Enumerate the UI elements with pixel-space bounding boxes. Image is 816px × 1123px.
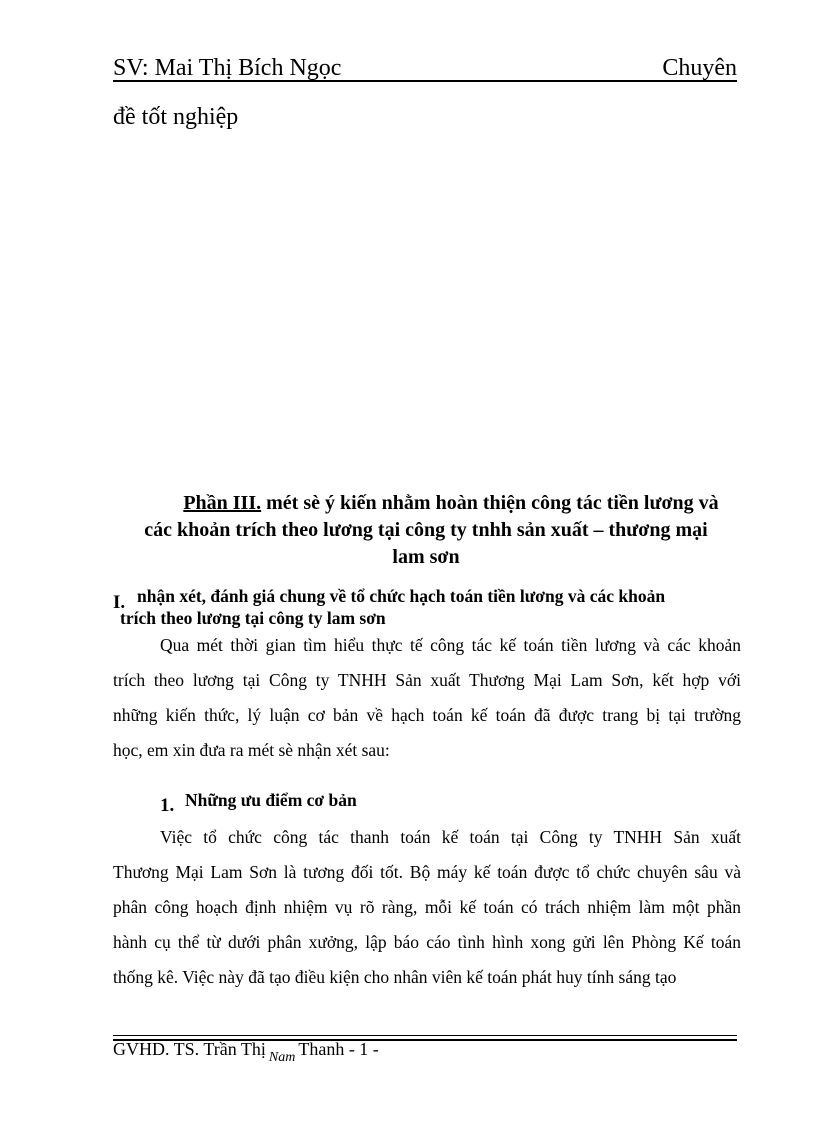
paragraph-line: hành cụ thể từ dưới phân xưởng, lập báo cáo tình hình xong gửi lên Phòng Kế toán (113, 932, 741, 952)
section-heading-line-2: trích theo lương tại công ty lam sơn (120, 608, 386, 628)
page-number: - 1 - (348, 1039, 379, 1059)
footer-rule (113, 1035, 737, 1036)
supervisor-name-end: Thanh (298, 1039, 345, 1059)
body-paragraph (113, 820, 741, 995)
doc-type-continuation: đề tốt nghiệp (113, 104, 239, 130)
supervisor-script-word: Nam (268, 1050, 296, 1065)
part-title (113, 490, 739, 571)
paragraph-line: những kiến thức, lý luận cơ bản về hạch toán kế toán đã được trang bị tại trường (113, 705, 741, 725)
paragraph-line: Thương Mại Lam Sơn là tương đối tốt. Bộ máy kế toán được tổ chức chuyên sâu và (113, 862, 741, 882)
title-line-2: các khoản trích theo lương tại công ty tnhh sản xuất – thương mại (144, 519, 708, 541)
page-footer (113, 1038, 379, 1063)
supervisor-label: GVHD. TS. Trần Thị (113, 1039, 266, 1059)
title-line-1: mét sè ý kiến nhằm hoàn thiện công tác tiền lương và (261, 492, 719, 514)
page-header (113, 56, 737, 82)
section-number: I. (113, 592, 126, 613)
subsection-number: 1. (160, 795, 175, 816)
paragraph-line: Việc tổ chức công tác thanh toán kế toán tại Công ty TNHH Sản xuất (160, 827, 741, 847)
paragraph-line: phân công hoạch định nhiệm vụ rõ ràng, mỗi kế toán có trách nhiệm làm một phần (113, 897, 741, 917)
subsection-heading: Những ưu điểm cơ bản (185, 790, 357, 810)
paragraph-line: Qua mét thời gian tìm hiểu thực tế công tác kế toán tiền lương và các khoản (160, 635, 741, 655)
paragraph-line: trích theo lương tại Công ty TNHH Sản xuất Thương Mại Lam Sơn, kết hợp với (113, 670, 741, 690)
section-heading (120, 585, 742, 629)
paragraph-line: học, em xin đưa ra mét sè nhận xét sau: (113, 740, 390, 760)
part-label: Phần III. (183, 492, 262, 514)
doc-type-label: Chuyên (662, 55, 737, 81)
intro-paragraph (113, 628, 741, 768)
section-heading-line-1: nhận xét, đánh giá chung về tổ chức hạch toán tiền lương và các khoản (137, 586, 666, 606)
paragraph-line: thống kê. Việc này đã tạo điều kiện cho nhân viên kế toán phát huy tính sáng tạo (113, 967, 677, 987)
title-line-3: lam sơn (392, 546, 460, 568)
student-name: SV: Mai Thị Bích Ngọc (113, 55, 342, 81)
